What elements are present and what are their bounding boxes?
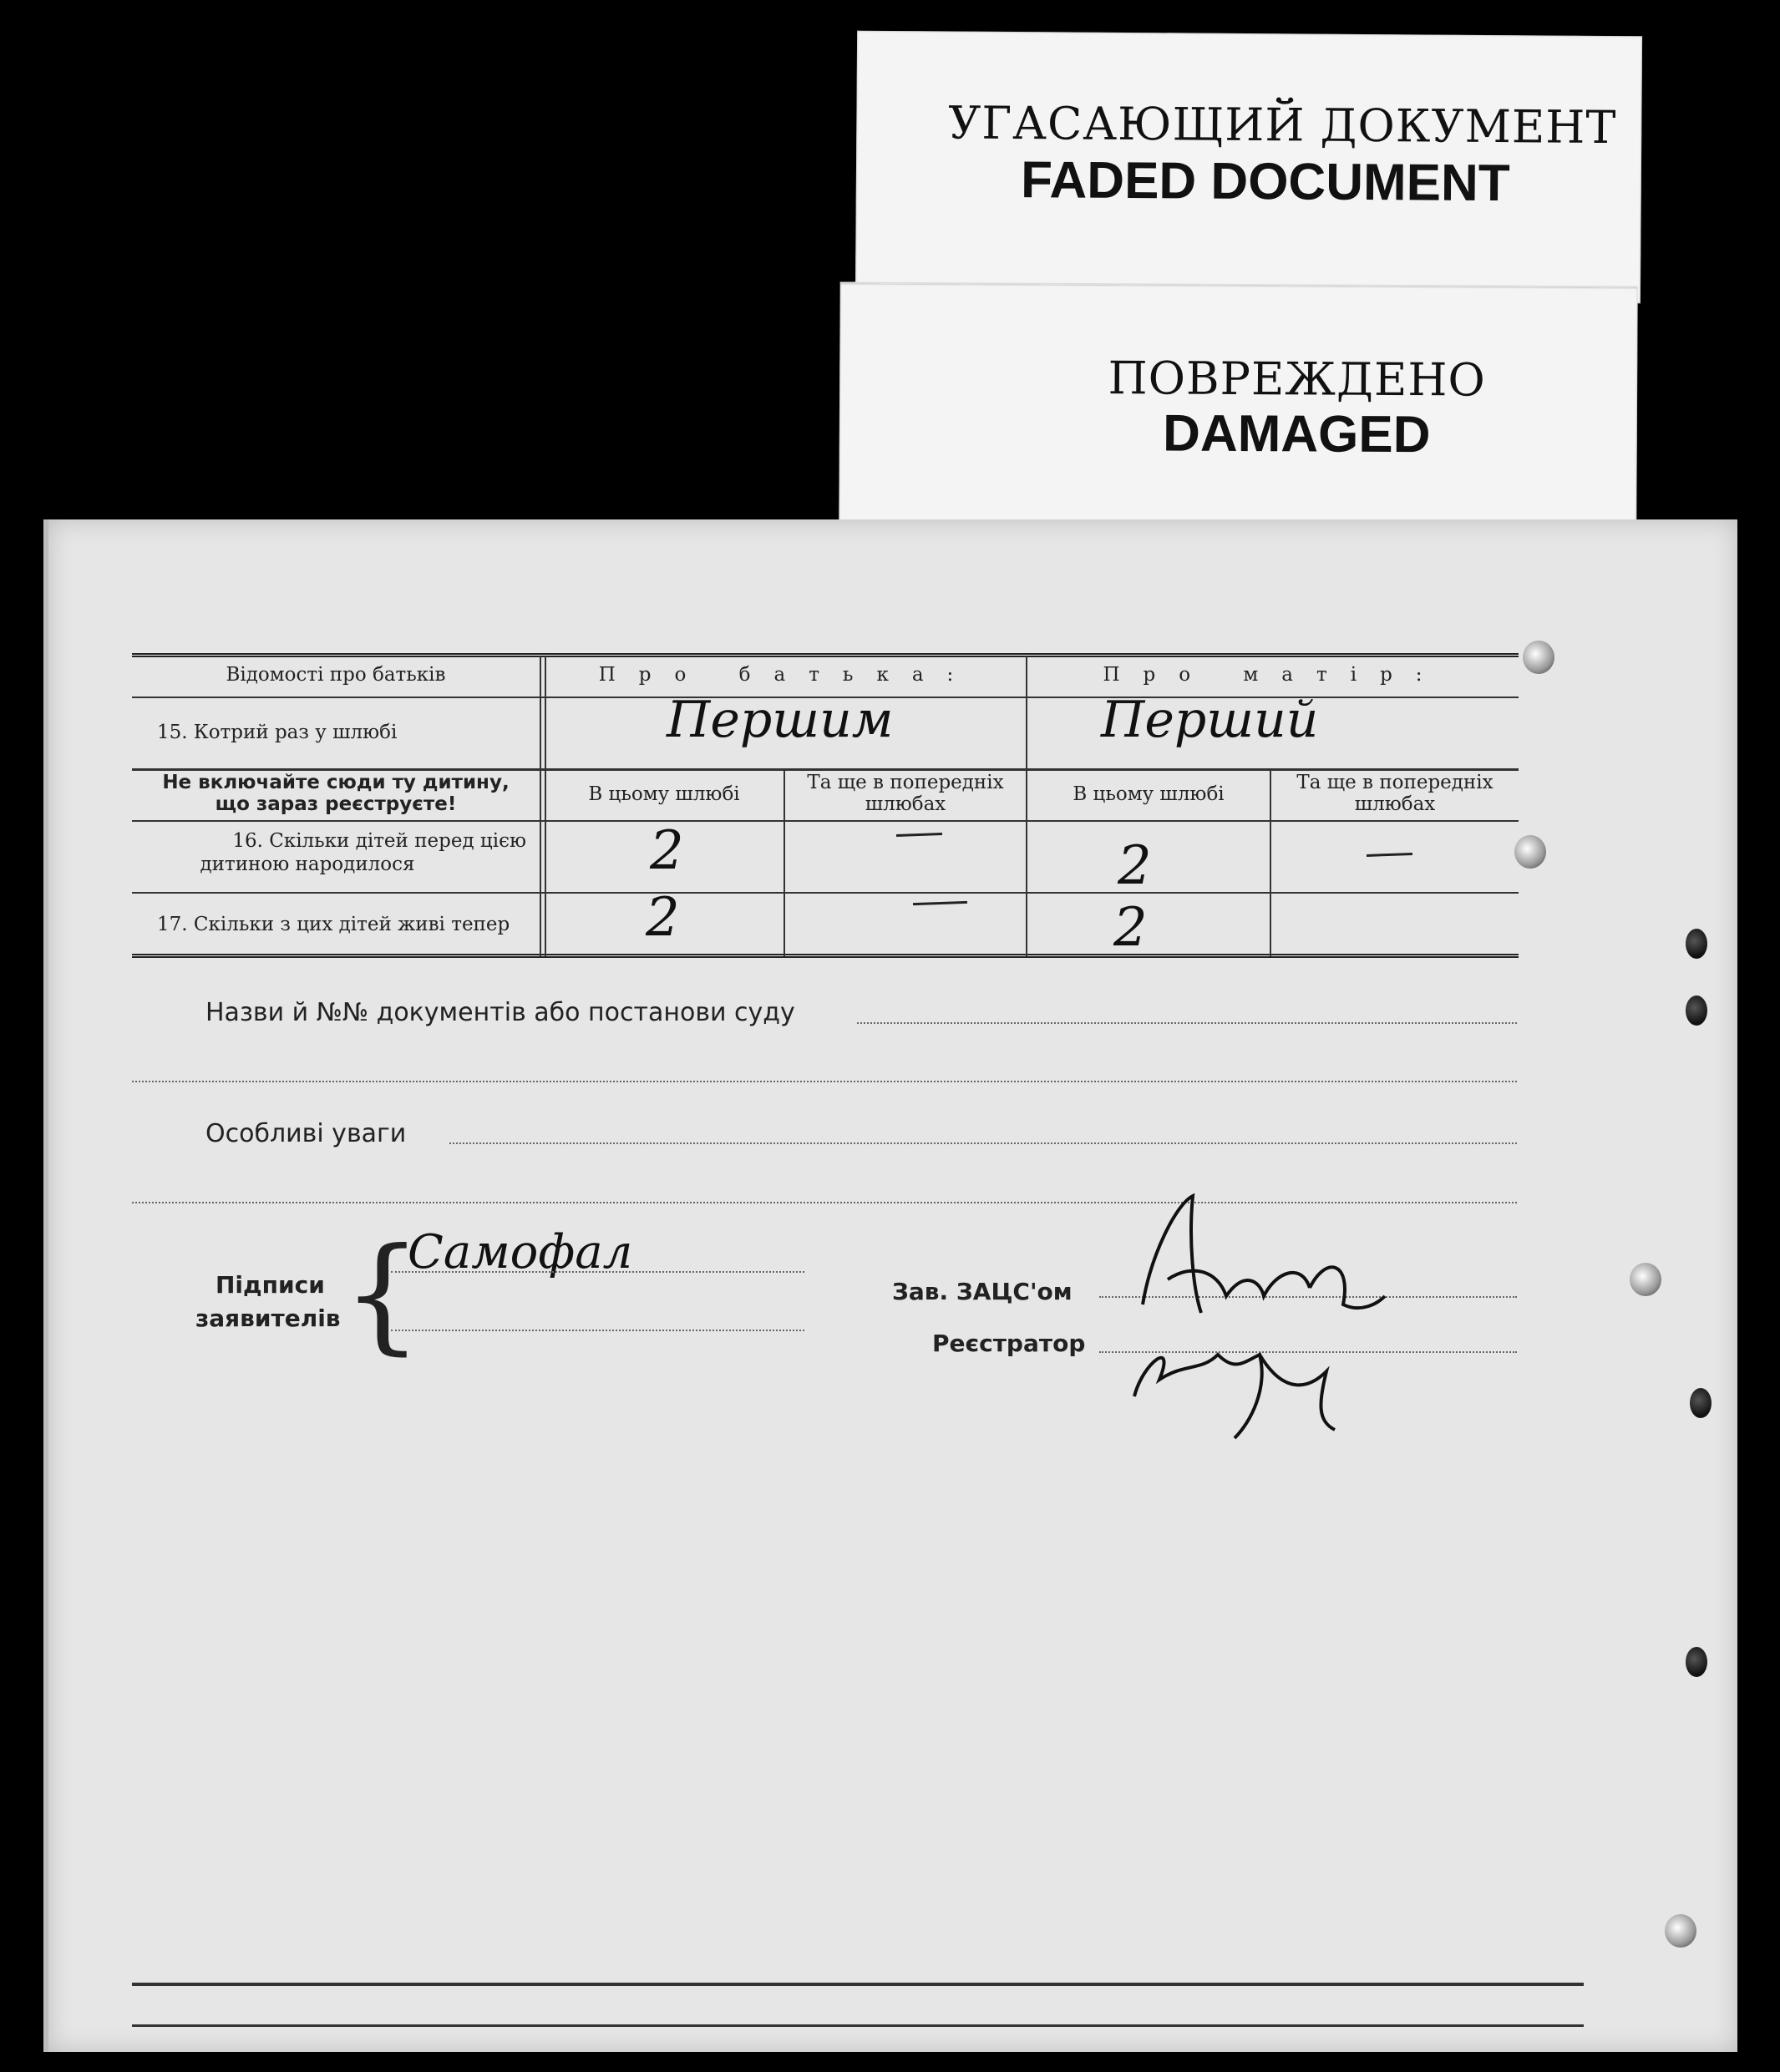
row16-label-line1: 16. Скільки дітей перед цією [232, 830, 526, 852]
remarks-label: Особливі уваги [205, 1119, 407, 1148]
binding-hole [1630, 1263, 1661, 1296]
binding-hole [1686, 929, 1707, 959]
mother-subheader-previous-line1: Та ще в попередніх [1296, 772, 1493, 793]
table-rule [132, 768, 1519, 771]
father-subheader-previous-line1: Та ще в попередніх [807, 772, 1004, 793]
damaged-card [839, 282, 1638, 530]
row15-label: 15. Котрий раз у шлюбі [157, 722, 398, 743]
binding-hole [1686, 1647, 1707, 1677]
row17-father-previous-dash [913, 901, 967, 905]
row17-father-current: 2 [646, 887, 680, 949]
row16-father-current: 2 [650, 820, 684, 882]
table-top-rule [132, 653, 1519, 657]
header-father: Про батька: [598, 664, 977, 686]
documents-field-line [857, 1022, 1517, 1024]
bottom-rule-2 [132, 2024, 1584, 2027]
faded-document-en: FADED DOCUMENT [1020, 151, 1510, 213]
mother-subheader-current: В цьому шлюбі [1073, 783, 1225, 805]
mother-subheader-previous-line2: шлюбах [1354, 793, 1436, 815]
father-subheader-previous-line2: шлюбах [865, 793, 946, 815]
head-zags-label: Зав. ЗАЦС'ом [892, 1278, 1073, 1305]
table-divider [1026, 656, 1027, 956]
signatures-label-line2: заявителів [195, 1304, 341, 1332]
applicant-signature-line-2 [391, 1330, 804, 1331]
header-mother: Про матір: [1103, 664, 1446, 686]
table-rule [132, 892, 1519, 894]
father-subheader-current: В цьому шлюбі [588, 783, 740, 805]
row16-mother-current: 2 [1118, 835, 1152, 897]
row16-label-line2: дитиною народилося [200, 854, 415, 875]
damaged-ru: ПОВРЕЖДЕНО [1108, 352, 1486, 407]
binding-hole [1686, 995, 1707, 1026]
row17-mother-current: 2 [1113, 897, 1148, 959]
applicant-signature: Самофал [408, 1225, 633, 1279]
binding-hole [1690, 1388, 1712, 1418]
row16-mother-previous-dash [1367, 853, 1412, 857]
table-rule [132, 820, 1519, 822]
exclusion-note-line1: Не включайте сюди ту дитину, [162, 772, 510, 793]
faded-document-ru: УГАСАЮЩИЙ ДОКУМЕНТ [948, 96, 1617, 155]
binding-hole [1665, 1914, 1696, 1948]
row17-label: 17. Скільки з цих дітей живі тепер [157, 914, 510, 935]
documents-field-line-2 [132, 1081, 1517, 1082]
row15-father-value: Першим [667, 691, 894, 749]
signatures-brace: { [342, 1222, 423, 1367]
faded-document-card [855, 31, 1642, 304]
row16-father-previous-dash [896, 833, 942, 837]
table-bottom-rule [132, 954, 1519, 958]
binding-hole [1523, 641, 1554, 674]
bottom-rule [132, 1983, 1584, 1986]
damaged-en: DAMAGED [1162, 404, 1431, 464]
signatures-label-line1: Підписи [216, 1271, 325, 1299]
registrar-label: Реєстратор [932, 1330, 1086, 1357]
exclusion-note-line2: що зараз реєструєте! [215, 793, 457, 815]
row15-mother-value: Перший [1101, 691, 1319, 749]
binding-hole [1514, 835, 1546, 869]
table-divider [540, 656, 546, 956]
official-signatures [1109, 1171, 1460, 1446]
applicant-signature-line-1 [391, 1271, 804, 1273]
remarks-field-line [449, 1142, 1517, 1144]
header-parents-info: Відомості про батьків [226, 664, 446, 686]
documents-label: Назви й №№ документів або постанови суду [205, 998, 795, 1027]
document-sheet [43, 519, 1737, 2052]
